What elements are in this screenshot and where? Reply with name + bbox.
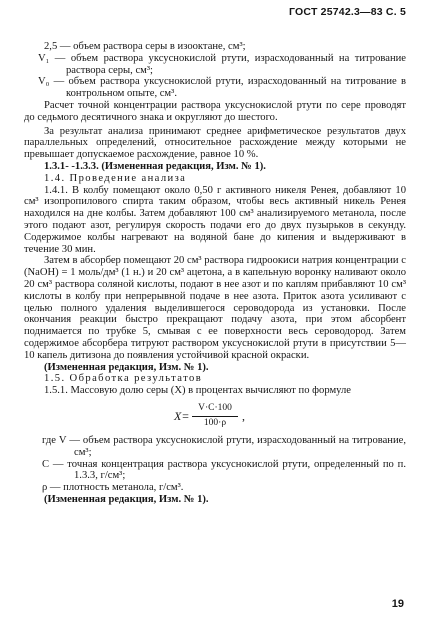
paragraph-1-5-1: 1.5.1. Массовую долю серы (X) в процентах вычисляют по формуле xyxy=(44,385,351,397)
where-c: C — точная концентрация раствора уксуснокислой ртути, определенный по п. 1.3.3, г/см³; xyxy=(42,458,406,482)
definition-v0: V₀ — объем раствора уксуснокислой ртути, израсходованный на титрование в контрольном опыте, см³. xyxy=(38,76,406,100)
where-v: где V — объем раствора уксуснокислой ртути, израсходованный на титрование, см³; xyxy=(42,434,406,458)
amendment-note-2: (Измененная редакция, Изм. № 1). xyxy=(44,493,209,505)
document-body xyxy=(24,41,406,506)
formula-sulfur-fraction xyxy=(24,403,406,431)
paragraph-2-5: 2,5 — объем раствора серы в изооктане, см³; xyxy=(44,41,246,52)
formula-lhs: X= xyxy=(174,408,190,423)
paragraph-absorber: Затем в абсорбер помещают 20 см³ раствора гидроокиси натрия концентрации с (NaOH) = 1 моль/дм³ (1 н.) и 20 см³ ацетона, а в капельную воронку наливают около 20 см³ раствора соляной кислоты, подают в нее азот и по каплям прибавляют 10 см³ кислоты в колбу при непрерывной подаче в нее азота. Приток азота усиливают с целью полного удаления выделившегося сероводорода из установки. После окончания реакции быстро прекращают подачу азота, при этом абсорбент поднимается по трубке 5, смывая с ее поверхности весь сероводород. Затем содержимое абсорбера титруют раствором уксуснокислой ртути в присутствии 5—10 капель дитизона до появления устойчивой красной окраски. xyxy=(24,255,406,361)
amendment-note-1: (Измененная редакция, Изм. № 1). xyxy=(44,361,209,373)
section-heading-1-4: 1.4. Проведение анализа xyxy=(44,172,187,184)
section-heading-1-5: 1.5. Обработка результатов xyxy=(44,373,203,385)
formula-denominator: 100·ρ xyxy=(203,417,227,428)
paragraph-result: За результат анализа принимают среднее арифметическое результатов двух параллельных определений, относительное расхождение между которыми не превышает допускаемое расхождение, равное 10 %. xyxy=(24,125,406,161)
where-rho: ρ — плотность метанола, г/см³. xyxy=(42,482,184,494)
formula-comma: , xyxy=(242,408,245,423)
definition-v1: V₁ — объем раствора уксуснокислой ртути, израсходованный на титрование раствора серы, см³; xyxy=(38,52,406,76)
paragraph-1-4-1: 1.4.1. В колбу помещают около 0,50 г активного никеля Ренея, добавляют 10 см³ изопропилового спирта таким образом, чтобы весь активный никель Ренея находился на дне колбы. Затем добавляют 100 см³ анализируемого метанола, после этого подают азот, регулируя скорость подачи его до двух пузырьков в секунду. Содержимое колбы нагревают на водяной бане до кипения и выдерживают в течение 30 мин. xyxy=(24,184,406,255)
formula-numerator: V·C·100 xyxy=(192,403,238,417)
page-header: ГОСТ 25742.3—83 С. 5 xyxy=(289,6,406,18)
paragraph-calculation: Расчет точной концентрации раствора уксуснокислой ртути по сере проводят до седьмого десятичного знака и округляют до шестого. xyxy=(24,99,406,123)
amendment-note-131: 1.3.1- -1.3.3. (Измененная редакция, Изм. № 1). xyxy=(44,160,266,172)
page-number: 19 xyxy=(391,598,404,610)
formula-fraction xyxy=(192,403,238,430)
